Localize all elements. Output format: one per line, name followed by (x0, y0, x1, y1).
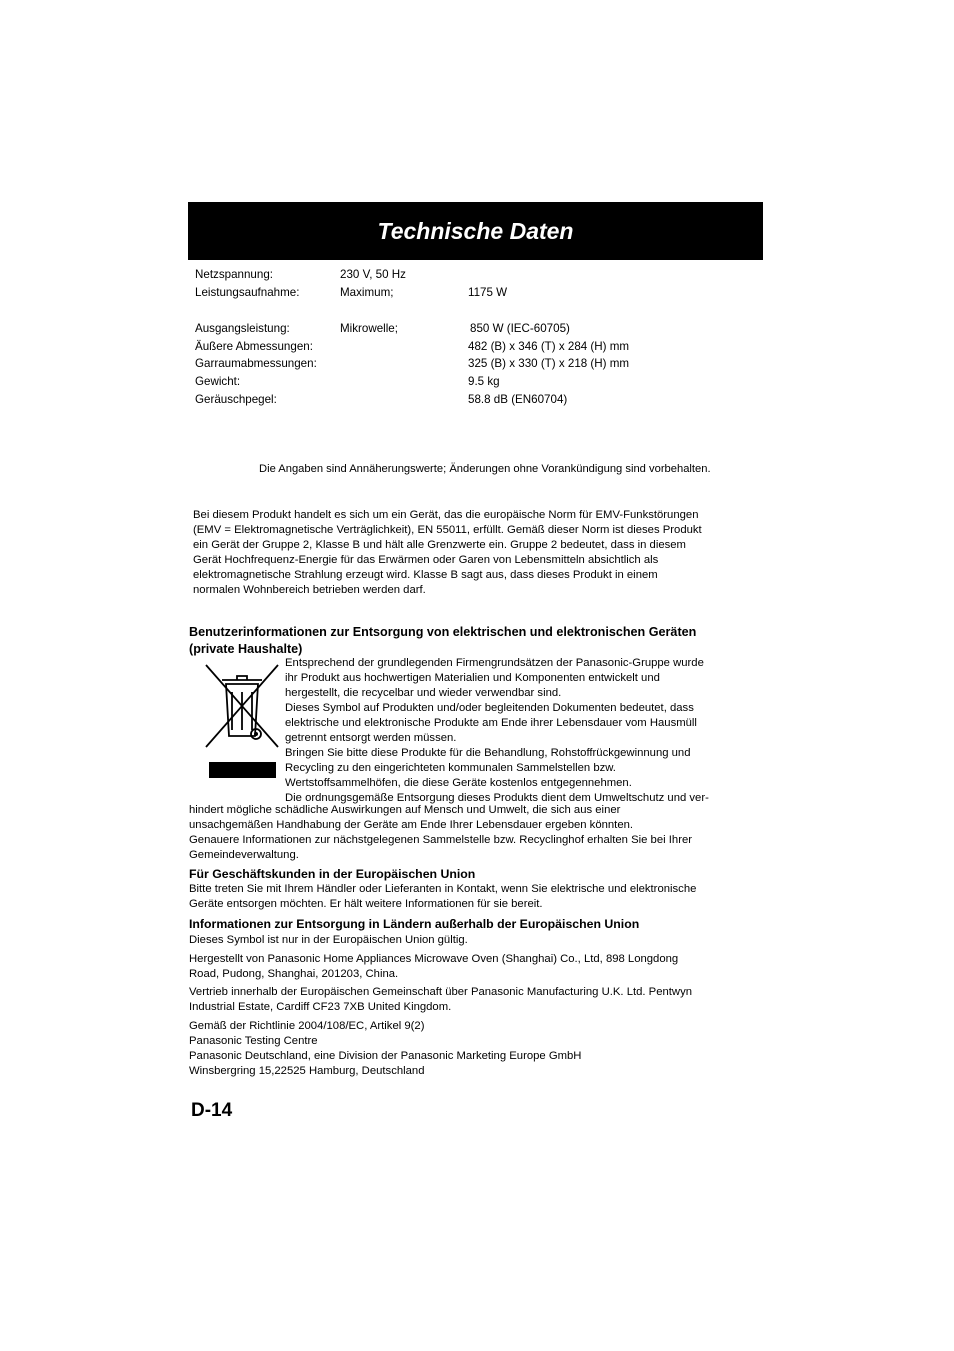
text-line: unsachgemäßen Handhabung der Geräte am Ende Ihrer Lebensdauer ergeben könnten. (189, 819, 634, 831)
spec-value: 1175 W (468, 286, 508, 299)
spec-row-gewicht (0, 374, 954, 390)
spec-label: Ausgangsleistung: (195, 322, 290, 335)
business-text (189, 882, 696, 912)
text-line: Genauere Informationen zur nächstgelegenen Sammelstelle bzw. Recyclinghof erhalten Sie bei Ihrer (189, 834, 692, 846)
manufacturer-text (189, 952, 678, 982)
text-line: elektromagnetische Strahlung erzeugt wird. Klasse B sagt aus, dass dieses Produkt in einem (193, 569, 658, 581)
text-line: ein Gerät der Gruppe 2, Klasse B und hält alle Grenzwerte ein. Gruppe 2 bedeutet, dass in diesem (193, 539, 686, 551)
bin-underline-bar (209, 762, 276, 778)
text-line: Entsprechend der grundlegenden Firmengrundsätzen der Panasonic-Gruppe wurde (285, 657, 704, 669)
heading-line: (private Haushalte) (189, 642, 303, 656)
text-line: Geräte entsorgen möchten. Er hält weitere Informationen für sie bereit. (189, 898, 543, 910)
outside-eu-heading: Informationen zur Entsorgung in Ländern außerhalb der Europäischen Union (189, 917, 640, 931)
spec-label: Gewicht: (195, 375, 241, 388)
spec-label: Äußere Abmessungen: (195, 340, 313, 353)
text-line: Gemeindeverwaltung. (189, 849, 299, 861)
heading-line: Benutzerinformationen zur Entsorgung von elektrischen und elektronischen Geräten (189, 625, 697, 639)
spec-label: Garraumabmessungen: (195, 357, 317, 370)
title-bar (188, 202, 763, 260)
text-line: Dieses Symbol ist nur in der Europäischen Union gültig. (189, 934, 468, 946)
business-heading: Für Geschäftskunden in der Europäischen Union (189, 867, 476, 881)
text-line: elektrische und elektronische Produkte am Ende ihrer Lebensdauer vom Hausmüll (285, 717, 697, 729)
text-line: hindert mögliche schädliche Auswirkungen auf Mensch und Umwelt, die sich aus einer (189, 804, 621, 816)
spec-value: 325 (B) x 330 (T) x 218 (H) mm (468, 357, 630, 370)
text-line: Industrial Estate, Cardiff CF23 7XB United Kingdom. (189, 1001, 452, 1013)
outside-eu-text (189, 933, 468, 948)
text-line: Gerät Hochfrequenz-Energie für das Erwärmen oder Garen von Lebensmitteln absichtlich als (193, 554, 659, 566)
text-line: Dieses Symbol auf Produkten und/oder begleitenden Dokumenten bedeutet, dass (285, 702, 694, 714)
spec-row-aussen (0, 339, 954, 355)
spec-value: 850 W (IEC-60705) (470, 322, 570, 335)
spec-row-garraum (0, 356, 954, 372)
text-line: Wertstoffsammelhöfen, die diese Geräte kostenlos entgegennehmen. (285, 777, 632, 789)
spec-label: Leistungsaufnahme: (195, 286, 300, 299)
text-line: (EMV = Elektromagnetische Verträglichkeit), EN 55011, erfüllt. Gemäß dieser Norm ist dieses Produkt (193, 524, 702, 536)
spec-value: 58.8 dB (EN60704) (468, 393, 568, 406)
spec-value: 482 (B) x 346 (T) x 284 (H) mm (468, 340, 630, 353)
spec-label: Netzspannung: (195, 268, 273, 281)
text-line: getrennt entsorgt werden müssen. (285, 732, 457, 744)
disclaimer-note: Die Angaben sind Annäherungswerte; Änderungen ohne Vorankündigung sind vorbehalten. (259, 463, 711, 475)
crossed-out-bin-icon (204, 662, 280, 752)
text-line: Die ordnungsgemäße Entsorgung dieses Produkts dient dem Umweltschutz und ver- (285, 792, 709, 804)
text-line: hergestellt, die recycelbar und wieder verwendbar sind. (285, 687, 562, 699)
text-line: Bei diesem Produkt handelt es sich um ein Gerät, das die europäische Norm für EMV-Funkstörungen (193, 509, 699, 521)
page-number: D-14 (191, 1100, 233, 1121)
text-line: Gemäß der Richtlinie 2004/108/EC, Artikel 9(2) (189, 1020, 425, 1032)
text-line: Winsbergring 15,22525 Hamburg, Deutschland (189, 1065, 425, 1077)
spec-value: 9.5 kg (468, 375, 500, 388)
text-line: ihr Produkt aus hochwertigen Materialien und Komponenten entwickelt und (285, 672, 660, 684)
text-line: normalen Wohnbereich betrieben werden darf. (193, 584, 426, 596)
emv-paragraph (193, 508, 702, 598)
text-line: Road, Pudong, Shanghai, 201203, China. (189, 968, 399, 980)
disposal-full-text (189, 803, 692, 863)
text-line: Panasonic Deutschland, eine Division der Panasonic Marketing Europe GmbH (189, 1050, 582, 1062)
text-line: Bitte treten Sie mit Ihrem Händler oder Lieferanten in Kontakt, wenn Sie elektrische und elektronische (189, 883, 697, 895)
text-line: Recycling zu den eingerichteten kommunalen Sammelstellen bzw. (285, 762, 616, 774)
page-title: Technische Daten (377, 217, 574, 244)
spec-value: 230 V, 50 Hz (340, 268, 406, 281)
spec-qualifier: Maximum; (340, 286, 394, 299)
spec-row-leistung (0, 285, 954, 301)
spec-label: Geräuschpegel: (195, 393, 277, 406)
text-line: Hergestellt von Panasonic Home Appliances Microwave Oven (Shanghai) Co., Ltd, 898 Longdong (189, 953, 679, 965)
spec-row-geraeusch (0, 392, 954, 408)
disposal-beside-text (285, 656, 709, 806)
text-line: Bringen Sie bitte diese Produkte für die Behandlung, Rohstoffrückgewinnung und (285, 747, 691, 759)
text-line: Panasonic Testing Centre (189, 1035, 318, 1047)
spec-qualifier: Mikrowelle; (340, 322, 398, 335)
disposal-heading (189, 624, 696, 658)
text-line: Vertrieb innerhalb der Europäischen Gemeinschaft über Panasonic Manufacturing U.K. Ltd. Pentwyn (189, 986, 692, 998)
distribution-text (189, 985, 692, 1015)
spec-row-netzspannung (0, 267, 954, 283)
directive-text (189, 1019, 581, 1079)
spec-row-ausgang (0, 321, 954, 337)
